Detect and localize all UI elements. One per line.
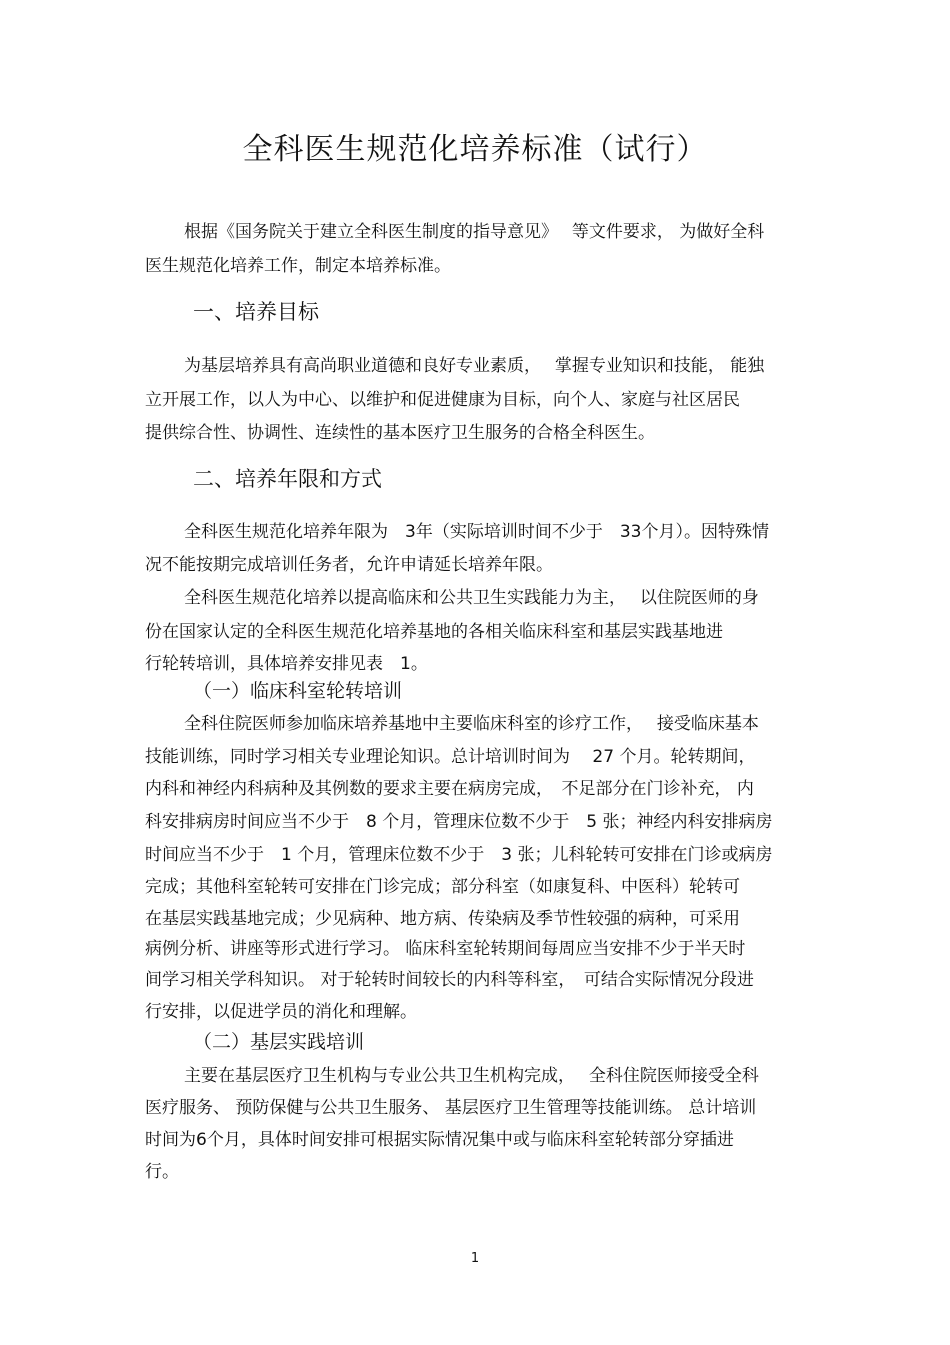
paragraph-line: 份在国家认定的全科医生规范化培养基地的各相关临床科室和基层实践基地进 <box>145 622 723 642</box>
paragraph-line: 为基层培养具有高尚职业道德和良好专业素质， 掌握专业知识和技能， 能独 <box>184 356 765 376</box>
paragraph-line: 在基层实践基地完成；少见病种、地方病、传染病及季节性较强的病种，可采用 <box>145 909 740 929</box>
paragraph-line: 间学习相关学科知识。 对于轮转时间较长的内科等科室， 可结合实际情况分段进 <box>145 970 754 990</box>
section-heading-goal: 一、培养目标 <box>193 300 319 324</box>
subsection-heading-primary-care: （二）基层实践培训 <box>193 1031 365 1053</box>
paragraph-line: 全科医生规范化培养年限为 3年（实际培训时间不少于 33个月）。因特殊情 <box>184 522 769 542</box>
subsection-heading-clinical: （一）临床科室轮转培训 <box>193 680 403 702</box>
intro-line: 根据《国务院关于建立全科医生制度的指导意见》 等文件要求， 为做好全科 <box>184 222 765 242</box>
paragraph-line: 行。 <box>145 1162 179 1182</box>
paragraph-line: 医疗服务、 预防保健与公共卫生服务、 基层医疗卫生管理等技能训练。 总计培训 <box>145 1098 757 1118</box>
paragraph-line: 时间为6个月，具体时间安排可根据实际情况集中或与临床科室轮转部分穿插进 <box>145 1130 734 1150</box>
paragraph-line: 时间应当不少于 1 个月，管理床位数不少于 3 张；儿科轮转可安排在门诊或病房 <box>145 845 773 865</box>
page-number: 1 <box>470 1251 480 1266</box>
paragraph-line: 主要在基层医疗卫生机构与专业公共卫生机构完成， 全科住院医师接受全科 <box>184 1066 759 1086</box>
paragraph-line: 技能训练，同时学习相关专业理论知识。总计培训时间为 27 个月。轮转期间， <box>145 747 756 767</box>
paragraph-line: 况不能按期完成培训任务者，允许申请延长培养年限。 <box>145 555 553 575</box>
paragraph-line: 科安排病房时间应当不少于 8 个月，管理床位数不少于 5 张；神经内科安排病房 <box>145 812 773 832</box>
paragraph-line: 内科和神经内科病种及其例数的要求主要在病房完成， 不足部分在门诊补充， 内 <box>145 779 754 799</box>
paragraph-line: 立开展工作，以人为中心、以维护和促进健康为目标，向个人、家庭与社区居民 <box>145 390 740 410</box>
paragraph-line: 行安排，以促进学员的消化和理解。 <box>145 1002 417 1022</box>
paragraph-line: 提供综合性、协调性、连续性的基本医疗卫生服务的合格全科医生。 <box>145 423 655 443</box>
paragraph-line: 完成；其他科室轮转可安排在门诊完成；部分科室（如康复科、中医科）轮转可 <box>145 877 740 897</box>
paragraph-line: 全科医生规范化培养以提高临床和公共卫生实践能力为主， 以住院医师的身 <box>184 588 759 608</box>
section-heading-duration: 二、培养年限和方式 <box>193 467 382 491</box>
intro-line: 医生规范化培养工作，制定本培养标准。 <box>145 256 451 276</box>
paragraph-line: 病例分析、讲座等形式进行学习。 临床科室轮转期间每周应当安排不少于半天时 <box>145 939 746 959</box>
paragraph-line: 行轮转培训，具体培养安排见表 1。 <box>145 654 428 674</box>
paragraph-line: 全科住院医师参加临床培养基地中主要临床科室的诊疗工作， 接受临床基本 <box>184 714 759 734</box>
page-title: 全科医生规范化培养标准（试行） <box>242 132 708 167</box>
